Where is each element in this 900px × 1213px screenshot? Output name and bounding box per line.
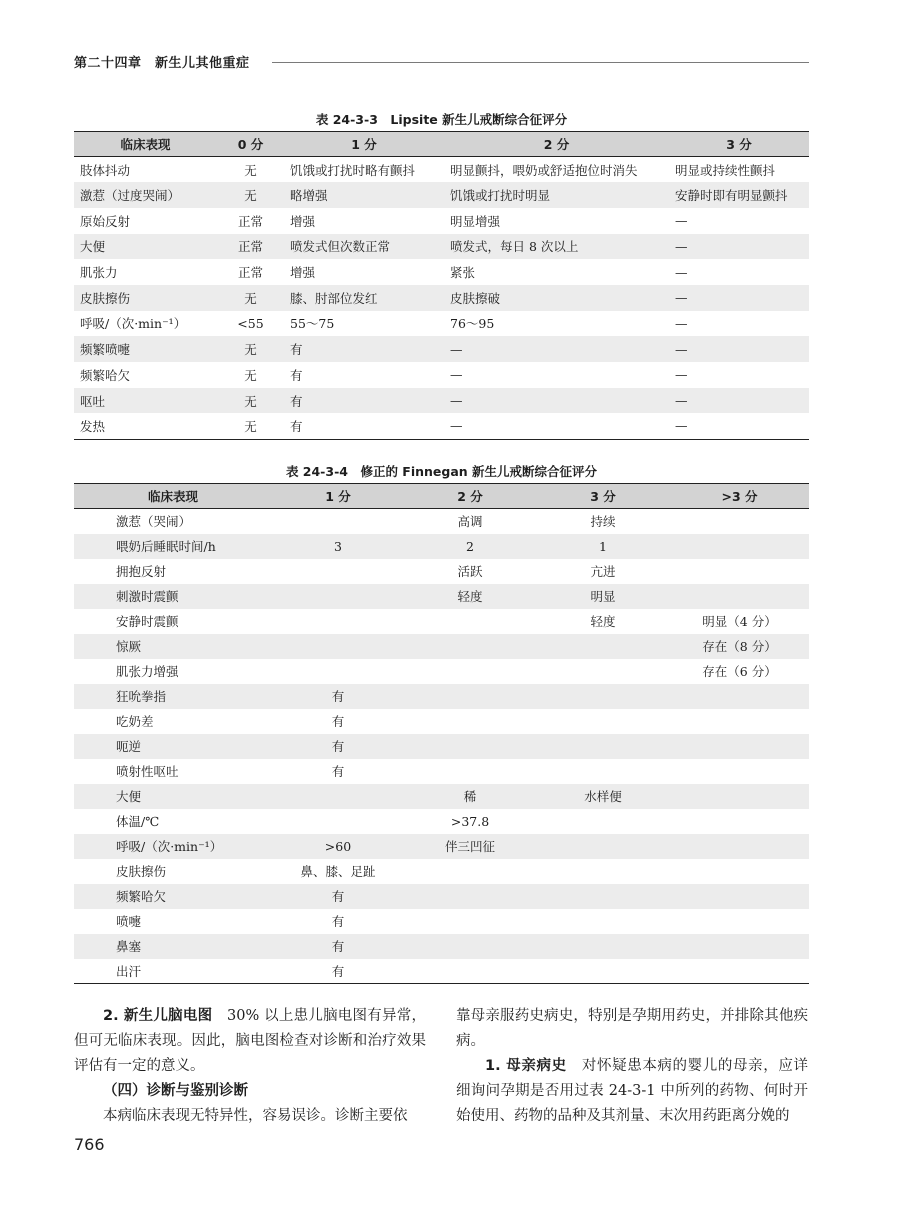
column-header: 临床表现 (74, 132, 217, 157)
maternal-body: 对怀疑患本病的婴儿的母亲，应详细询问孕期是否用过表 24-3-1 中所列的药物、何时开始使用、药物的品种及其剂量、末次用药距离分娩的 (456, 1058, 808, 1124)
score-cell (670, 759, 809, 784)
score-cell (670, 784, 809, 809)
score-cell (404, 634, 536, 659)
score-cell (404, 909, 536, 934)
row-label-cell: 刺激时震颤 (74, 584, 272, 609)
column-header: 1 分 (284, 132, 444, 157)
table-row (74, 859, 809, 884)
score-cell: 无 (217, 413, 284, 439)
score-cell (272, 584, 404, 609)
score-cell: 2 (404, 534, 536, 559)
score-cell: 有 (272, 734, 404, 759)
table-row (74, 388, 809, 414)
row-label-cell: 吃奶差 (116, 714, 154, 729)
score-cell (670, 584, 809, 609)
row-label-cell: 皮肤擦伤 (74, 285, 217, 311)
score-cell (404, 959, 536, 984)
score-cell: 持续 (590, 514, 616, 530)
score-cell (670, 909, 809, 934)
row-label-cell: 喷嚏 (116, 914, 142, 929)
score-cell: — (669, 413, 809, 439)
table-row (74, 709, 809, 734)
score-cell (272, 659, 404, 684)
column-header: 3 分 (669, 132, 809, 157)
table-row (74, 884, 809, 909)
score-cell: 稀 (404, 784, 536, 809)
row-label-cell: 出汗 (74, 959, 272, 984)
score-cell (536, 884, 670, 909)
score-cell (536, 809, 670, 834)
score-cell: — (675, 367, 688, 383)
score-cell: 存在（8 分） (670, 634, 809, 659)
continued-paragraph: 靠母亲服药史病史，特别是孕期用药史，并排除其他疾病。 (456, 1008, 808, 1049)
score-cell (272, 559, 404, 584)
table-row (74, 208, 809, 234)
score-cell: — (444, 336, 669, 362)
table-row (74, 809, 809, 834)
score-cell: 增强 (290, 265, 316, 281)
row-label-cell: 鼻塞 (74, 934, 272, 959)
lipsite-table (74, 131, 809, 440)
score-cell: 正常 (237, 213, 263, 229)
score-cell: 紧张 (450, 265, 476, 281)
score-cell: 无 (217, 388, 284, 414)
row-label-cell: 发热 (74, 413, 217, 439)
score-cell (670, 959, 809, 984)
score-cell: 鼻、膝、足趾 (300, 864, 376, 879)
row-label-cell: 原始反射 (80, 213, 131, 229)
score-cell: — (444, 413, 669, 439)
left-text-column (74, 1004, 426, 1129)
score-cell (404, 934, 536, 959)
row-label-cell: 安静时震颤 (116, 614, 179, 629)
score-cell (670, 934, 809, 959)
score-cell (404, 734, 536, 759)
column-header: 0 分 (217, 132, 284, 157)
score-cell: 膝、肘部位发红 (284, 285, 444, 311)
row-label-cell: 皮肤擦伤 (116, 864, 167, 879)
score-cell (536, 634, 670, 659)
running-head: 第二十四章 新生儿其他重症 (74, 56, 250, 71)
score-cell: — (675, 315, 688, 331)
table-row (74, 157, 809, 183)
score-cell: 有 (331, 764, 345, 779)
score-cell: 饥饿或打扰时明显 (444, 182, 669, 208)
score-cell: — (675, 213, 688, 229)
eeg-title: 2. 新生儿脑电图 (103, 1008, 213, 1024)
score-cell: 无 (217, 336, 284, 362)
score-cell (404, 609, 536, 634)
row-label-cell: 呕吐 (74, 388, 217, 414)
score-cell: 皮肤擦破 (444, 285, 669, 311)
score-cell: — (669, 336, 809, 362)
score-cell (670, 734, 809, 759)
row-label-cell: 呼吸/（次·min⁻¹） (74, 834, 272, 859)
row-label-cell: 激惹（哭闹） (116, 514, 192, 530)
column-header: >3 分 (670, 484, 809, 509)
row-label-cell: 肢体抖动 (80, 162, 131, 178)
score-cell: 正常 (217, 234, 284, 260)
table2-header-row (74, 484, 809, 509)
score-cell: 轻度 (590, 614, 616, 629)
score-cell: 有 (290, 367, 303, 383)
row-label-cell: 拥抱反射 (116, 564, 167, 579)
score-cell: 活跃 (457, 564, 483, 579)
table-row (74, 336, 809, 362)
score-cell: — (669, 388, 809, 414)
row-label-cell: 喷射性呕吐 (116, 764, 179, 779)
row-label-cell: 惊厥 (74, 634, 272, 659)
table-row (74, 959, 809, 984)
right-text-column (456, 1004, 808, 1129)
score-cell (670, 834, 809, 859)
diagnosis-paragraph: 本病临床表现无特异性，容易误诊。诊断主要依 (103, 1108, 408, 1124)
score-cell: 55～75 (290, 316, 335, 332)
score-cell (404, 884, 536, 909)
score-cell: 有 (284, 413, 444, 439)
table1-header-row (74, 132, 809, 157)
score-cell: 有 (284, 336, 444, 362)
score-cell: 明显增强 (450, 213, 501, 229)
table-row (74, 734, 809, 759)
section-heading: （四）诊断与鉴别诊断 (103, 1083, 248, 1099)
score-cell: 无 (244, 162, 257, 178)
table-row (74, 759, 809, 784)
table-row (74, 659, 809, 684)
score-cell (272, 809, 404, 834)
score-cell: 伴三凹征 (404, 834, 536, 859)
maternal-paragraph (456, 1054, 808, 1129)
table-row (74, 259, 809, 285)
eeg-paragraph (74, 1004, 426, 1079)
finnegan-table (74, 483, 809, 984)
score-cell: 3 (272, 534, 404, 559)
score-cell (536, 684, 670, 709)
row-label-cell: 狂吮拳指 (74, 684, 272, 709)
score-cell (536, 859, 670, 884)
score-cell (404, 659, 536, 684)
score-cell (404, 684, 536, 709)
table-row (74, 584, 809, 609)
score-cell: 明显颤抖，喂奶或舒适抱位时消失 (450, 162, 638, 178)
eeg-body: 30% 以上患儿脑电图有异常，但可无临床表现。因此，脑电图检查对诊断和治疗效果评估有一定的意义。 (74, 1008, 426, 1074)
score-cell (536, 709, 670, 734)
score-cell: 无 (244, 367, 257, 383)
score-cell: 饥饿或打扰时略有颤抖 (290, 162, 416, 178)
score-cell: <55 (237, 315, 264, 331)
score-cell: 有 (272, 884, 404, 909)
score-cell (404, 859, 536, 884)
score-cell (536, 959, 670, 984)
score-cell: — (669, 285, 809, 311)
row-label-cell: 激惹（过度哭闹） (74, 182, 217, 208)
score-cell: 亢进 (590, 564, 616, 579)
row-label-cell: 呃逆 (74, 734, 272, 759)
score-cell: 略增强 (284, 182, 444, 208)
score-cell (272, 784, 404, 809)
maternal-title: 1. 母亲病史 (485, 1058, 567, 1074)
score-cell: 增强 (290, 213, 316, 229)
score-cell (404, 759, 536, 784)
table-row (74, 684, 809, 709)
score-cell: 存在（6 分） (702, 664, 777, 679)
page-number: 766 (74, 1135, 105, 1154)
table2-caption: 表 24-3-4 修正的 Finnegan 新生儿戒断综合征评分 (285, 464, 598, 479)
score-cell (670, 809, 809, 834)
score-cell (536, 934, 670, 959)
score-cell (272, 609, 404, 634)
score-cell: — (669, 234, 809, 260)
score-cell: 无 (217, 182, 284, 208)
score-cell (536, 909, 670, 934)
table-row (74, 285, 809, 311)
score-cell (670, 859, 809, 884)
score-cell (272, 634, 404, 659)
column-header: 1 分 (272, 484, 404, 509)
score-cell (536, 834, 670, 859)
score-cell: >60 (272, 834, 404, 859)
row-label-cell: 喂奶后睡眠时间/h (74, 534, 272, 559)
score-cell (670, 559, 809, 584)
row-label-cell: 肌张力 (80, 265, 118, 281)
row-label-cell: 频繁喷嚏 (74, 336, 217, 362)
score-cell: 明显或持续性颤抖 (675, 162, 776, 178)
column-header: 2 分 (404, 484, 536, 509)
score-cell: >37.8 (450, 813, 490, 829)
score-cell (670, 534, 809, 559)
score-cell: — (444, 388, 669, 414)
table-row (74, 834, 809, 859)
score-cell: 76～95 (450, 316, 495, 332)
score-cell (272, 509, 404, 534)
score-cell (404, 709, 536, 734)
row-label-cell: 大便 (74, 234, 217, 260)
table-row (74, 784, 809, 809)
score-cell (536, 759, 670, 784)
score-cell (670, 709, 809, 734)
score-cell: 有 (284, 388, 444, 414)
score-cell: 明显 (536, 584, 670, 609)
score-cell: 有 (331, 914, 345, 929)
column-header: 2 分 (444, 132, 669, 157)
table1-caption: 表 24-3-3 Lipsite 新生儿戒断综合征评分 (315, 112, 568, 127)
table-row (74, 609, 809, 634)
table-row (74, 909, 809, 934)
header-rule (272, 62, 809, 63)
table-row (74, 534, 809, 559)
table-row (74, 509, 809, 534)
score-cell: 有 (272, 684, 404, 709)
score-cell: 正常 (237, 265, 263, 281)
score-cell: 喷发式但次数正常 (284, 234, 444, 260)
score-cell (670, 509, 809, 534)
row-label-cell: 频繁哈欠 (74, 884, 272, 909)
table-row (74, 311, 809, 337)
score-cell: 轻度 (404, 584, 536, 609)
score-cell (670, 684, 809, 709)
score-cell: — (675, 264, 688, 280)
column-header: 3 分 (536, 484, 670, 509)
score-cell: 无 (217, 285, 284, 311)
row-label-cell: 频繁哈欠 (80, 367, 131, 383)
table-row (74, 234, 809, 260)
column-header: 临床表现 (74, 484, 272, 509)
score-cell: 明显（4 分） (702, 614, 777, 629)
table-row (74, 413, 809, 439)
score-cell (670, 884, 809, 909)
row-label-cell: 体温/℃ (116, 814, 160, 829)
score-cell: 有 (331, 714, 345, 729)
row-label-cell: 大便 (74, 784, 272, 809)
score-cell: 有 (272, 934, 404, 959)
score-cell: 1 (536, 534, 670, 559)
row-label-cell: 肌张力增强 (116, 664, 179, 679)
score-cell: 高调 (457, 514, 483, 530)
table-row (74, 362, 809, 388)
score-cell (536, 734, 670, 759)
row-label-cell: 呼吸/（次·min⁻¹） (80, 316, 187, 332)
score-cell: 水样便 (536, 784, 670, 809)
score-cell: 安静时即有明显颤抖 (669, 182, 809, 208)
score-cell: — (450, 367, 463, 383)
table-row (74, 634, 809, 659)
table-row (74, 182, 809, 208)
score-cell: 有 (272, 959, 404, 984)
table-row (74, 559, 809, 584)
score-cell: 喷发式，每日 8 次以上 (444, 234, 669, 260)
score-cell (536, 659, 670, 684)
table-row (74, 934, 809, 959)
